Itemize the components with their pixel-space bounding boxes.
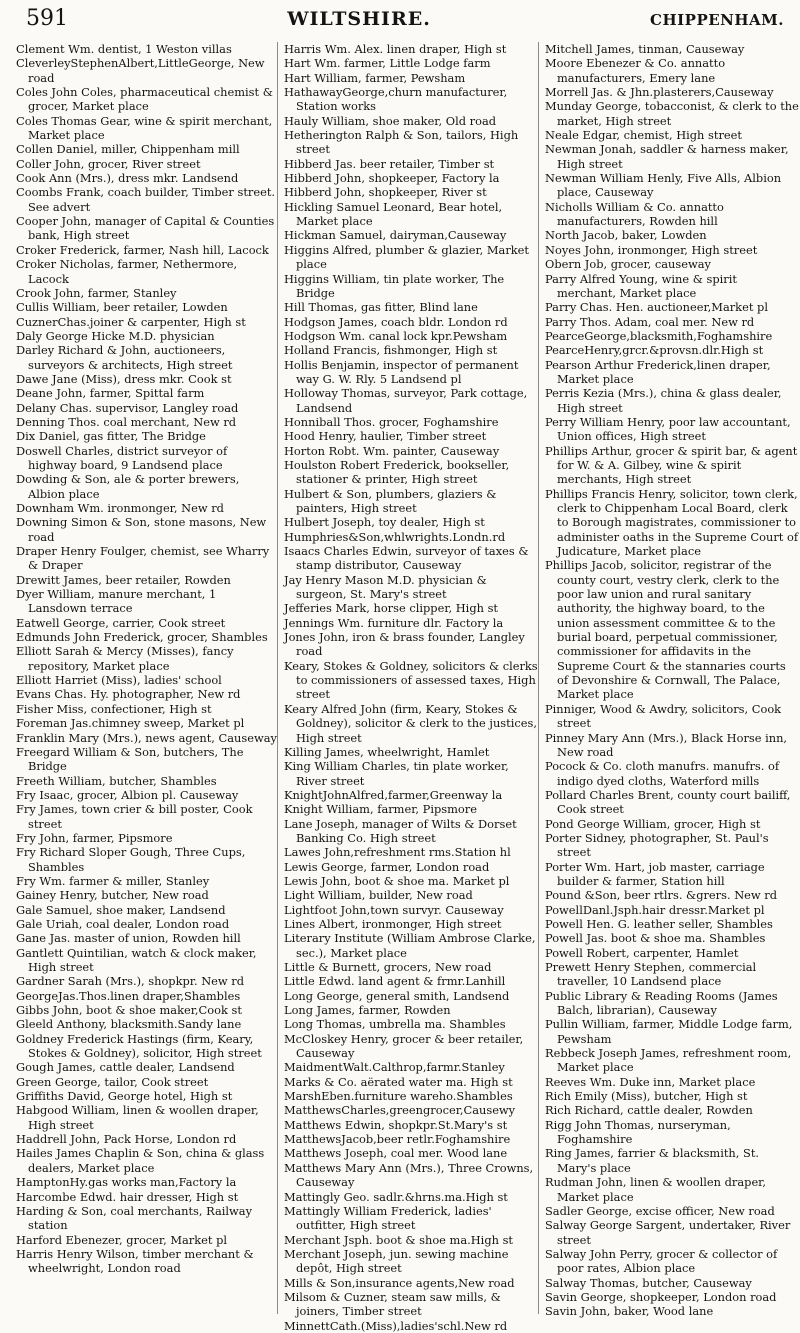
directory-entry: Clement Wm. dentist, 1 Weston villas	[16, 42, 232, 56]
directory-column-3	[538, 42, 799, 1319]
directory-entry: HathawayGeorge,churn manufacturer, Station works	[284, 85, 508, 114]
directory-entry: Hickman Samuel, dairyman,Causeway	[284, 228, 507, 243]
directory-entry: Phillips Jacob, solicitor, registrar of the county court, vestry clerk, clerk to the poor law union and rural sanitary authority, the highway board, to the union assessment committee & to the burial board, perpetual commissioner, commissioner for affidavits in the Supreme Court & the stannaries courts of Devonshire & Cornwall, The Palace, Market place	[545, 558, 786, 702]
directory-entry: Dix Daniel, gas fitter, The Bridge	[16, 429, 206, 444]
directory-entry: PearceHenry,grcr.&provsn.dlr.High st	[545, 343, 764, 358]
directory-entry: Pinniger, Wood & Awdry, solicitors, Cook street	[545, 701, 782, 731]
directory-entry: Long James, farmer, Rowden	[284, 1003, 451, 1018]
directory-entry: Griffiths David, George hotel, High st	[16, 1089, 233, 1104]
town-heading: CHIPPENHAM.	[650, 11, 784, 29]
directory-entry: Hibberd Jas. beer retailer, Timber st	[284, 156, 495, 171]
directory-entry: Jefferies Mark, horse clipper, High st	[284, 601, 498, 616]
directory-entry: Dawe Jane (Miss), dress mkr. Cook st	[16, 371, 232, 386]
directory-entry: Matthews Joseph, coal mer. Wood lane	[284, 1146, 508, 1161]
directory-entry: Croker Frederick, farmer, Nash hill, Lacock	[16, 242, 269, 257]
directory-entry: Fry John, farmer, Pipsmore	[16, 830, 173, 845]
directory-entry: Knight William, farmer, Pipsmore	[284, 802, 477, 817]
directory-entry: Hollis Benjamin, inspector of permanent way G. W. Rly. 5 Landsend pl	[284, 357, 519, 386]
directory-entry: CleverleyStephenAlbert,LittleGeorge, New road	[16, 56, 265, 85]
directory-entry: Neale Edgar, chemist, High street	[545, 128, 742, 143]
directory-entry: Merchant Joseph, jun. sewing machine depôt, High street	[284, 1246, 509, 1276]
directory-entry: Lines Albert, ironmonger, High street	[284, 916, 502, 931]
directory-entry: CuznerChas.joiner & carpenter, High st	[16, 314, 246, 329]
directory-entry: Newman Jonah, saddler & harness maker, High street	[545, 142, 789, 171]
directory-entry: Powell Robert, carpenter, Hamlet	[545, 945, 739, 960]
directory-entry: Jay Henry Mason M.D. physician & surgeon, St. Mary's street	[284, 572, 487, 602]
directory-entry: Hulbert Joseph, toy dealer, High st	[284, 515, 485, 530]
directory-entry: MaidmentWalt.Calthrop,farmr.Stanley	[284, 1060, 505, 1075]
directory-entry: Franklin Mary (Mrs.), news agent, Causeway	[16, 730, 277, 745]
directory-entry: Coles Thomas Gear, wine & spirit merchant, Market place	[16, 113, 273, 143]
directory-entry: Porter Sidney, photographer, St. Paul's street	[545, 830, 769, 860]
directory-entry: Savin George, shopkeeper, London road	[545, 1289, 777, 1304]
directory-entry: Coller John, grocer, River street	[16, 156, 201, 171]
directory-entry: Gainey Henry, butcher, New road	[16, 888, 209, 903]
directory-entry: Gardner Sarah (Mrs.), shopkpr. New rd	[16, 974, 245, 989]
directory-column-2	[277, 42, 538, 1333]
directory-entry: Hulbert & Son, plumbers, glaziers & painters, High street	[284, 486, 497, 515]
directory-entry: Lightfoot John,town survyr. Causeway	[284, 902, 504, 917]
directory-entry: Matthews Edwin, shopkpr.St.Mary's st	[284, 1117, 508, 1132]
directory-entry: Gale Uriah, coal dealer, London road	[16, 916, 230, 931]
directory-entry: Elliott Harriet (Miss), ladies' school	[16, 673, 222, 688]
directory-entry: MarshEben.furniture wareho.Shambles	[284, 1089, 513, 1104]
directory-entry: Holloway Thomas, surveyor, Park cottage, Landsend	[284, 386, 528, 415]
directory-entry: Elliott Sarah & Mercy (Misses), fancy repository, Market place	[16, 644, 234, 673]
directory-entry: Fry Richard Sloper Gough, Three Cups, Shambles	[16, 845, 246, 874]
directory-column-1	[16, 42, 277, 1314]
directory-entry: Gale Samuel, shoe maker, Landsend	[16, 902, 226, 917]
directory-entry: Higgins William, tin plate worker, The Bridge	[284, 271, 505, 300]
directory-entry: Humphries&Son,whlwrights.Londn.rd	[284, 529, 506, 544]
directory-entry: Perris Kezia (Mrs.), china & glass dealer, High street	[545, 386, 782, 415]
directory-entry: Honniball Thos. grocer, Foghamshire	[284, 414, 499, 429]
directory-entry: Hibberd John, shopkeeper, Factory la	[284, 171, 500, 186]
directory-entry: Powell Hen. G. leather seller, Shambles	[545, 916, 773, 931]
directory-entry: Crook John, farmer, Stanley	[16, 285, 177, 300]
directory-entry: MinnettCath.(Miss),ladies'schl.New rd	[284, 1318, 508, 1333]
directory-entry: Coles John Coles, pharmaceutical chemist & grocer, Market place	[16, 85, 273, 114]
directory-entry: Moore Ebenezer & Co. annatto manufacturers, Emery lane	[545, 56, 726, 85]
directory-entry: Deane John, farmer, Spittal farm	[16, 386, 205, 401]
directory-entry: Keary, Stokes & Goldney, solicitors & clerks to commissioners of assessed taxes, High street	[284, 658, 538, 702]
directory-entry: Darley Richard & John, auctioneers, surveyors & architects, High street	[16, 343, 233, 372]
directory-columns	[16, 42, 800, 1333]
directory-entry: Hart Wm. farmer, Little Lodge farm	[284, 56, 491, 71]
directory-entry: Keary Alfred John (firm, Keary, Stokes & Goldney), solicitor & clerk to the justices, High street	[284, 701, 537, 745]
directory-entry: Pond George William, grocer, High st	[545, 816, 761, 831]
directory-entry: Prewett Henry Stephen, commercial traveller, 10 Landsend place	[545, 960, 757, 989]
directory-entry: Parry Chas. Hen. auctioneer,Market pl	[545, 300, 768, 315]
directory-entry: Dyer William, manure merchant, 1 Lansdown terrace	[16, 587, 217, 616]
directory-entry: Powell Jas. boot & shoe ma. Shambles	[545, 931, 766, 946]
directory-entry: Hailes James Chaplin & Son, china & glass dealers, Market place	[16, 1146, 265, 1175]
directory-entry: Hodgson Wm. canal lock kpr.Pewsham	[284, 328, 508, 343]
directory-entry: Rebbeck Joseph James, refreshment room, Market place	[545, 1046, 792, 1075]
directory-entry: Fry James, town crier & bill poster, Cook street	[16, 802, 253, 831]
directory-entry: Haddrell John, Pack Horse, London rd	[16, 1132, 237, 1147]
directory-entry: Little & Burnett, grocers, New road	[284, 960, 492, 974]
directory-entry: Gleeld Anthony, blacksmith.Sandy lane	[16, 1017, 242, 1032]
directory-entry: Freeth William, butcher, Shambles	[16, 773, 217, 788]
directory-entry: Pullin William, farmer, Middle Lodge farm, Pewsham	[545, 1017, 793, 1046]
directory-entry: Daly George Hicke M.D. physician	[16, 328, 215, 343]
directory-entry: PowellDanl.Jsph.hair dressr.Market pl	[545, 902, 765, 917]
directory-entry: Harding & Son, coal merchants, Railway station	[16, 1203, 253, 1233]
directory-entry: Milsom & Cuzner, steam saw mills, & joiners, Timber street	[284, 1289, 501, 1319]
directory-entry: Porter Wm. Hart, job master, carriage builder & farmer, Station hill	[545, 859, 765, 888]
directory-entry: Fry Wm. farmer & miller, Stanley	[16, 873, 210, 888]
directory-entry: Gough James, cattle dealer, Landsend	[16, 1060, 235, 1075]
directory-entry: Lawes John,refreshment rms.Station hl	[284, 845, 511, 860]
directory-entry: Nicholls William & Co. annatto manufacturers, Rowden hill	[545, 199, 724, 229]
directory-entry: Edmunds John Frederick, grocer, Shambles	[16, 630, 268, 645]
directory-entry: Mattingly William Frederick, ladies' outfitter, High street	[284, 1203, 492, 1233]
directory-entry: Parry Alfred Young, wine & spirit merchant, Market place	[545, 271, 737, 300]
directory-entry: Doswell Charles, district surveyor of highway board, 9 Landsend place	[16, 443, 228, 472]
directory-entry: Holland Francis, fishmonger, High st	[284, 343, 498, 358]
directory-entry: Rigg John Thomas, nurseryman, Foghamshire	[545, 1117, 731, 1147]
directory-entry: Jennings Wm. furniture dlr. Factory la	[284, 615, 504, 630]
directory-entry: Lewis John, boot & shoe ma. Market pl	[284, 873, 510, 888]
county-heading: WILTSHIRE.	[287, 8, 431, 30]
directory-entry: Evans Chas. Hy. photographer, New rd	[16, 687, 241, 702]
directory-entry: Fisher Miss, confectioner, High st	[16, 701, 212, 716]
directory-entry: Freegard William & Son, butchers, The Bridge	[16, 744, 244, 774]
directory-entry: Matthews Mary Ann (Mrs.), Three Crowns, Causeway	[284, 1160, 534, 1190]
directory-entry: Pearson Arthur Frederick,linen draper, Market place	[545, 357, 771, 386]
directory-entry: MatthewsJacob,beer retlr.Foghamshire	[284, 1132, 511, 1147]
directory-entry: North Jacob, baker, Lowden	[545, 228, 707, 243]
directory-entry: Higgins Alfred, plumber & glazier, Market place	[284, 242, 530, 272]
directory-entry: Savin John, baker, Wood lane	[545, 1304, 714, 1319]
directory-entry: Phillips Arthur, grocer & spirit bar, & agent for W. & A. Gilbey, wine & spirit merchants, High street	[545, 443, 798, 487]
directory-entry: Merchant Jsph. boot & shoe ma.High st	[284, 1232, 513, 1247]
directory-entry: Isaacs Charles Edwin, surveyor of taxes & stamp distributor, Causeway	[284, 544, 529, 573]
directory-entry: KnightJohnAlfred,farmer,Greenway la	[284, 787, 503, 802]
directory-entry: Mills & Son,insurance agents,New road	[284, 1275, 515, 1290]
directory-entry: Hodgson James, coach bldr. London rd	[284, 314, 508, 329]
directory-entry: Killing James, wheelwright, Hamlet	[284, 744, 490, 759]
directory-entry: Ring James, farrier & blacksmith, St. Mary's place	[545, 1146, 760, 1175]
directory-entry: Rich Emily (Miss), butcher, High st	[545, 1089, 748, 1104]
directory-entry: Croker Nicholas, farmer, Nethermore, Lacock	[16, 257, 238, 286]
directory-entry: GeorgeJas.Thos.linen draper,Shambles	[16, 988, 241, 1003]
directory-entry: Public Library & Reading Rooms (James Balch, librarian), Causeway	[545, 988, 778, 1018]
directory-entry: Eatwell George, carrier, Cook street	[16, 615, 226, 630]
directory-entry: Delany Chas. supervisor, Langley road	[16, 400, 239, 415]
directory-entry: Sadler George, excise officer, New road	[545, 1203, 775, 1218]
directory-entry: Hood Henry, haulier, Timber street	[284, 429, 487, 444]
directory-entry: Perry William Henry, poor law accountant, Union offices, High street	[545, 414, 791, 444]
directory-entry: Hart William, farmer, Pewsham	[284, 70, 466, 85]
directory-entry: King William Charles, tin plate worker, River street	[284, 759, 509, 788]
directory-entry: Rich Richard, cattle dealer, Rowden	[545, 1103, 753, 1118]
directory-entry: Salway George Sargent, undertaker, River street	[545, 1218, 791, 1247]
directory-entry: Harris Henry Wilson, timber merchant & wheelwright, London road	[16, 1246, 254, 1276]
directory-entry: Newman William Henly, Five Alls, Albion place, Causeway	[545, 171, 782, 200]
directory-entry: Habgood William, linen & woollen draper, High street	[16, 1103, 259, 1132]
directory-entry: Marks & Co. aërated water ma. High st	[284, 1074, 513, 1089]
directory-entry: Salway John Perry, grocer & collector of poor rates, Albion place	[545, 1246, 778, 1276]
directory-entry: Gantlett Quintilian, watch & clock maker, High street	[16, 945, 257, 974]
directory-entry: Noyes John, ironmonger, High street	[545, 242, 758, 257]
directory-entry: Salway Thomas, butcher, Causeway	[545, 1275, 752, 1290]
directory-entry: Hill Thomas, gas fitter, Blind lane	[284, 300, 478, 315]
directory-entry: Hibberd John, shopkeeper, River st	[284, 185, 487, 200]
directory-entry: Collen Daniel, miller, Chippenham mill	[16, 142, 240, 157]
directory-entry: Munday George, tobacconist, & clerk to the market, High street	[545, 99, 799, 128]
directory-entry: Mitchell James, tinman, Causeway	[545, 42, 745, 56]
directory-entry: Green George, tailor, Cook street	[16, 1074, 209, 1089]
directory-entry: Hetherington Ralph & Son, tailors, High street	[284, 128, 519, 157]
page-header	[0, 6, 800, 36]
page-number: 591	[26, 6, 68, 31]
directory-entry: Jones John, iron & brass founder, Langley road	[284, 630, 525, 659]
directory-entry: Coombs Frank, coach builder, Timber street. See advert	[16, 185, 276, 214]
directory-entry: Long George, general smith, Landsend	[284, 988, 510, 1003]
directory-entry: Reeves Wm. Duke inn, Market place	[545, 1074, 756, 1089]
directory-entry: Lewis George, farmer, London road	[284, 859, 490, 874]
directory-entry: Little Edwd. land agent & frmr.Lanhill	[284, 974, 506, 989]
directory-entry: Pocock & Co. cloth manufrs. manufrs. of indigo dyed cloths, Waterford mills	[545, 759, 780, 788]
directory-entry: Literary Institute (William Ambrose Clarke, sec.), Market place	[284, 931, 536, 960]
directory-entry: Foreman Jas.chimney sweep, Market pl	[16, 716, 245, 731]
directory-entry: Hickling Samuel Leonard, Bear hotel, Market place	[284, 199, 503, 229]
directory-entry: Denning Thos. coal merchant, New rd	[16, 414, 237, 429]
directory-entry: Fry Isaac, grocer, Albion pl. Causeway	[16, 787, 239, 802]
directory-entry: Rudman John, linen & woollen draper, Market place	[545, 1175, 766, 1204]
directory-entry: Dowding & Son, ale & porter brewers, Albion place	[16, 472, 240, 501]
directory-entry: Downing Simon & Son, stone masons, New road	[16, 515, 267, 544]
directory-entry: McCloskey Henry, grocer & beer retailer, Causeway	[284, 1031, 524, 1061]
directory-entry: Goldney Frederick Hastings (firm, Keary, Stokes & Goldney), solicitor, High street	[16, 1031, 262, 1061]
directory-entry: Cooper John, manager of Capital & Counties bank, High street	[16, 214, 275, 243]
directory-entry: Pinney Mary Ann (Mrs.), Black Horse inn, New road	[545, 730, 788, 759]
directory-entry: Lane Joseph, manager of Wilts & Dorset Banking Co. High street	[284, 816, 517, 845]
directory-entry: Cullis William, beer retailer, Lowden	[16, 300, 228, 315]
directory-entry: Houlston Robert Frederick, bookseller, stationer & printer, High street	[284, 457, 510, 487]
directory-entry: Downham Wm. ironmonger, New rd	[16, 501, 224, 515]
directory-entry: PearceGeorge,blacksmith,Foghamshire	[545, 328, 773, 343]
directory-entry: Hauly William, shoe maker, Old road	[284, 113, 497, 128]
directory-entry: Horton Robt. Wm. painter, Causeway	[284, 443, 500, 458]
directory-entry: Phillips Francis Henry, solicitor, town clerk, clerk to Chippenham Local Board, clerk to Borough magistrates, commissioner to administer oaths in the Supreme Court of Judicature, Market place	[545, 486, 799, 559]
directory-entry: Parry Thos. Adam, coal mer. New rd	[545, 314, 755, 329]
directory-entry: Light William, builder, New road	[284, 888, 473, 903]
directory-entry: Harford Ebenezer, grocer, Market pl	[16, 1232, 228, 1247]
directory-entry: Pollard Charles Brent, county court bailiff, Cook street	[545, 787, 791, 817]
directory-entry: Mattingly Geo. sadlr.&hrns.ma.High st	[284, 1189, 508, 1204]
directory-entry: Morrell Jas. & Jhn.plasterers,Causeway	[545, 85, 774, 100]
directory-entry: Obern Job, grocer, causeway	[545, 257, 711, 272]
directory-entry: Long Thomas, umbrella ma. Shambles	[284, 1017, 506, 1032]
directory-entry: Pound &Son, beer rtlrs. &grers. New rd	[545, 888, 778, 903]
directory-entry: Drewitt James, beer retailer, Rowden	[16, 572, 231, 587]
directory-entry: Harris Wm. Alex. linen draper, High st	[284, 42, 507, 56]
directory-entry: Harcombe Edwd. hair dresser, High st	[16, 1189, 239, 1204]
directory-entry: Gane Jas. master of union, Rowden hill	[16, 931, 241, 946]
directory-entry: HamptonHy.gas works man,Factory la	[16, 1175, 237, 1190]
directory-entry: Draper Henry Foulger, chemist, see Wharry & Draper	[16, 544, 270, 573]
directory-entry: Gibbs John, boot & shoe maker,Cook st	[16, 1003, 242, 1018]
directory-entry: MatthewsCharles,greengrocer,Causewy	[284, 1103, 516, 1118]
directory-entry: Cook Ann (Mrs.), dress mkr. Landsend	[16, 171, 239, 186]
